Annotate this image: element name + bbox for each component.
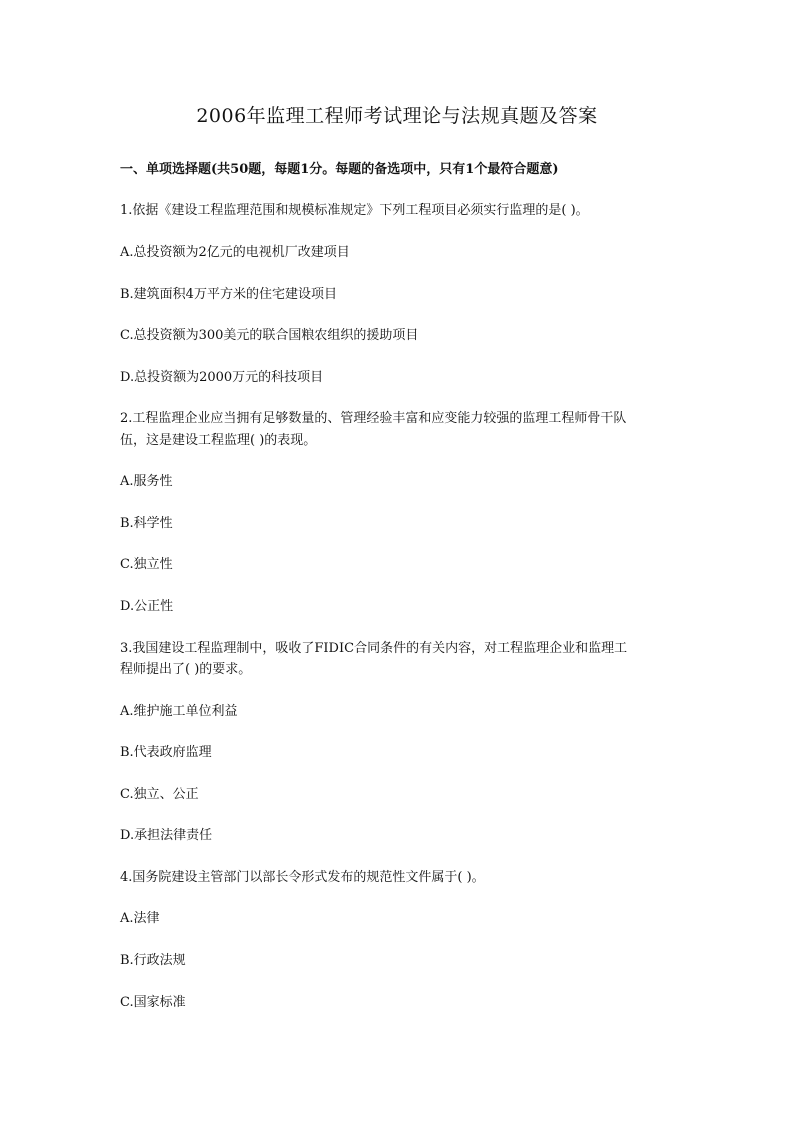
question-4-option-c: C.国家标准 [120,995,186,1010]
question-2-option-d: D.公正性 [120,599,174,614]
question-2-stem-line-1: 2.工程监理企业应当拥有足够数量的、管理经验丰富和应变能力较强的监理工程师骨干队 [120,411,627,426]
question-3-stem-line-1: 3.我国建设工程监理制中，吸收了FIDIC合同条件的有关内容，对工程监理企业和监理工 [120,641,628,656]
question-1-option-d: D.总投资额为2000万元的科技项目 [120,370,324,385]
question-4-stem: 4.国务院建设主管部门以部长令形式发布的规范性文件属于( )。 [120,870,485,885]
question-3-option-b: B.代表政府监理 [120,745,212,760]
question-2-option-a: A.服务性 [120,474,173,489]
section-heading: 一、单项选择题(共50题，每题1分。每题的备选项中，只有1个最符合题意) [120,162,559,177]
question-1-option-b: B.建筑面积4万平方米的住宅建设项目 [120,287,337,302]
question-3-stem-line-2: 程师提出了( )的要求。 [120,662,252,677]
question-1-option-a: A.总投资额为2亿元的电视机厂改建项目 [120,245,350,260]
question-4-option-b: B.行政法规 [120,953,186,968]
question-3-option-c: C.独立、公正 [120,787,199,802]
question-3-option-d: D.承担法律责任 [120,828,213,843]
question-2-option-b: B.科学性 [120,516,173,531]
question-2-stem-line-2: 伍，这是建设工程监理( )的表现。 [120,433,317,448]
question-1-stem: 1.依据《建设工程监理范围和规模标准规定》下列工程项目必须实行监理的是( )。 [120,203,589,218]
document-title: 2006年监理工程师考试理论与法规真题及答案 [196,105,598,127]
question-2-option-c: C.独立性 [120,557,173,572]
question-3-option-a: A.维护施工单位利益 [120,704,238,719]
question-1-option-c: C.总投资额为300美元的联合国粮农组织的援助项目 [120,328,419,343]
question-4-option-a: A.法律 [120,911,160,926]
